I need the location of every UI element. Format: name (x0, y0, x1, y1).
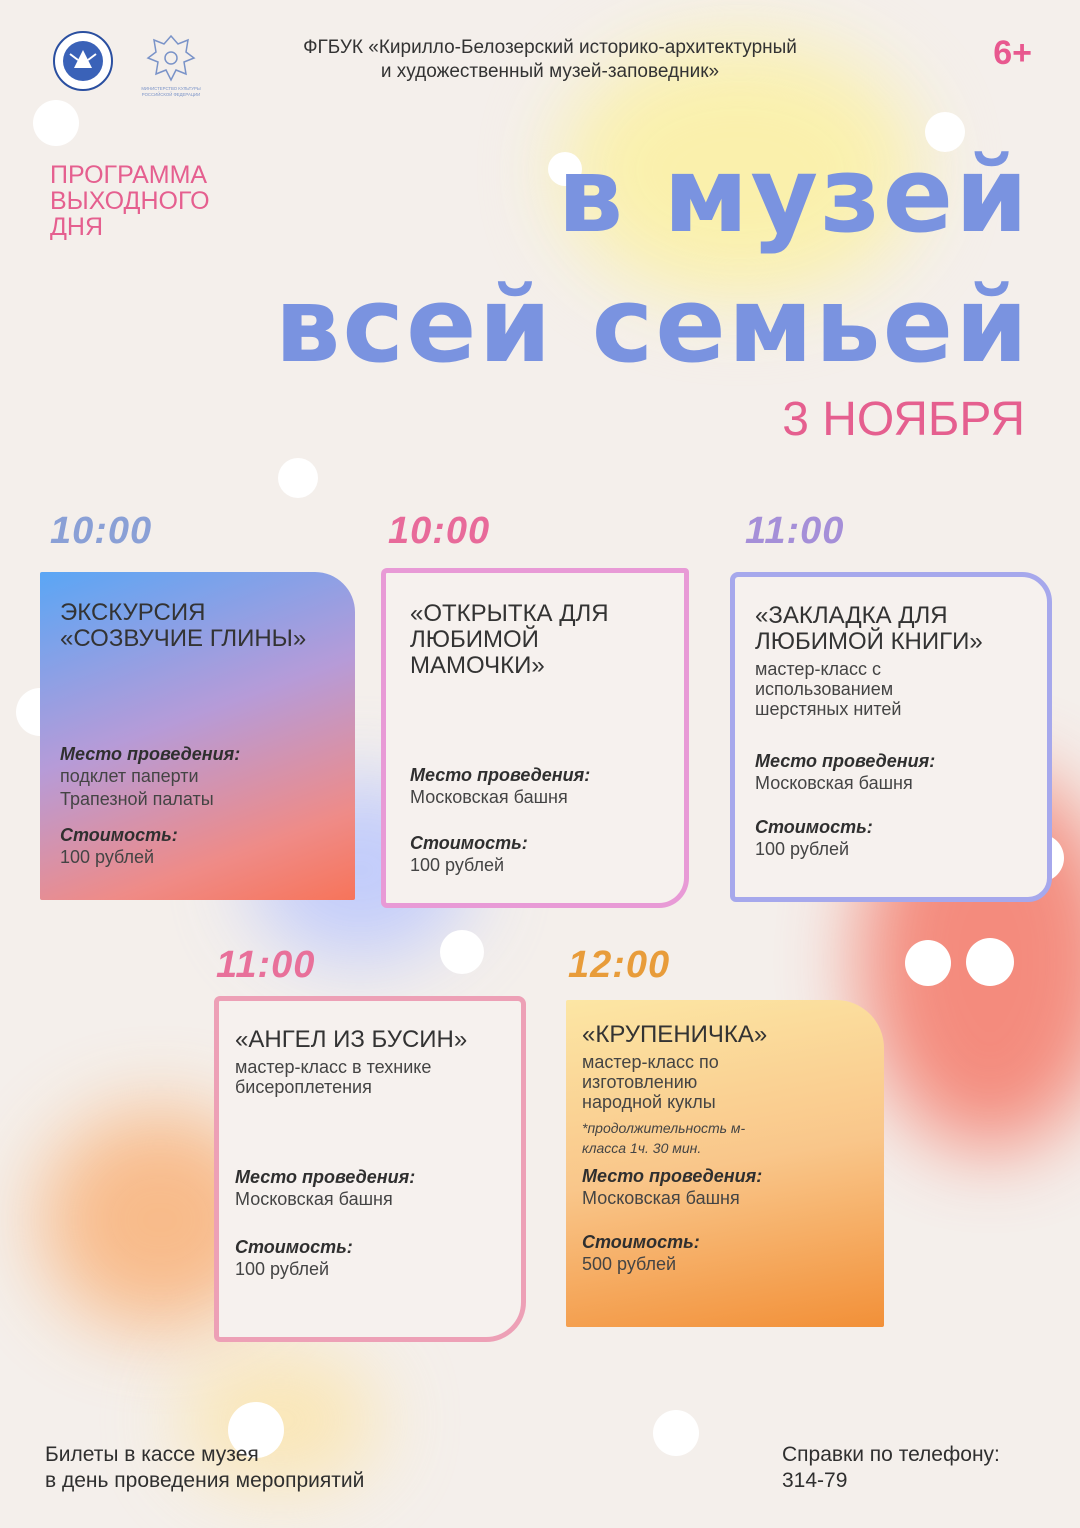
tickets-line-1: Билеты в кассе музея (45, 1443, 259, 1466)
event-place: Московская башня (235, 1189, 393, 1209)
event-time: 12:00 (568, 944, 671, 986)
place-label: Место проведения: (582, 1166, 763, 1186)
decor-dot (440, 930, 484, 974)
place-label: Место проведения: (410, 765, 591, 785)
decor-dot (966, 938, 1014, 986)
event-place: Московская башня (410, 787, 568, 807)
price-label: Стоимость: (410, 833, 528, 853)
event-time: 10:00 (50, 510, 153, 552)
event-price: 100 рублей (235, 1259, 330, 1279)
event-time: 10:00 (388, 510, 491, 552)
main-title-line-1: в музей (557, 134, 1030, 256)
event-card (730, 572, 1052, 902)
event-card (381, 568, 689, 908)
main-title-line-2: всей семьей (274, 264, 1030, 386)
museum-logo-icon (52, 30, 114, 92)
place-label: Место проведения: (60, 744, 241, 764)
ministry-emblem-icon (136, 30, 206, 100)
price-label: Стоимость: (582, 1232, 700, 1252)
event-card (214, 996, 526, 1342)
phone-label: Справки по телефону: (782, 1443, 1000, 1466)
decor-dot (278, 458, 318, 498)
organization-name (270, 36, 830, 84)
event-card (40, 572, 355, 900)
event-title: ЭКСКУРСИЯ «СОЗВУЧИЕ ГЛИНЫ» (60, 599, 307, 652)
event-description: мастер-класс по изготовлению народной куклы (582, 1052, 719, 1112)
org-line-2: и художественный музей-заповедник» (380, 61, 720, 82)
logos (52, 30, 206, 100)
phone-info (782, 1442, 1000, 1494)
ministry-line-2: РОССИЙСКОЙ ФЕДЕРАЦИИ (141, 92, 201, 97)
event-price: 100 рублей (60, 847, 155, 867)
event-time: 11:00 (216, 944, 316, 986)
event-place: Московская башня (582, 1188, 740, 1208)
age-rating: 6+ (993, 34, 1032, 72)
program-line-1: ПРОГРАММА (50, 161, 208, 189)
tickets-info (45, 1442, 364, 1494)
price-label: Стоимость: (235, 1237, 353, 1257)
org-line-1: ФГБУК «Кирилло-Белозерский историко-архитектурный (303, 37, 797, 58)
event-description: мастер-класс с использованием шерстяных нитей (755, 659, 902, 719)
decor-dot (653, 1410, 699, 1456)
phone-number: 314-79 (782, 1469, 848, 1492)
event-price: 500 рублей (582, 1254, 677, 1274)
program-line-2: ВЫХОДНОГО (50, 187, 210, 215)
event-note: *продолжительность м-класса 1ч. 30 мин. (582, 1120, 746, 1156)
event-description: мастер-класс в технике бисероплетения (235, 1057, 432, 1097)
event-date: 3 НОЯБРЯ (782, 393, 1025, 446)
price-label: Стоимость: (755, 817, 873, 837)
tickets-line-2: в день проведения мероприятий (45, 1469, 365, 1492)
event-title: «КРУПЕНИЧКА» (582, 1021, 768, 1048)
event-price: 100 рублей (755, 839, 850, 859)
event-title: «АНГЕЛ ИЗ БУСИН» (235, 1026, 468, 1053)
place-label: Место проведения: (235, 1167, 416, 1187)
ministry-line-1: МИНИСТЕРСТВО КУЛЬТУРЫ (141, 86, 201, 91)
event-price: 100 рублей (410, 855, 505, 875)
event-time: 11:00 (745, 510, 845, 552)
place-label: Место проведения: (755, 751, 936, 771)
program-line-3: ДНЯ (50, 213, 104, 241)
event-title: «ЗАКЛАДКА ДЛЯ ЛЮБИМОЙ КНИГИ» (755, 602, 983, 655)
decor-dot (905, 940, 951, 986)
price-label: Стоимость: (60, 825, 178, 845)
event-place: подклет паперти Трапезной палаты (60, 766, 214, 809)
event-card (566, 1000, 884, 1327)
event-title: «ОТКРЫТКА ДЛЯ ЛЮБИМОЙ МАМОЧКИ» (410, 600, 609, 679)
event-place: Московская башня (755, 773, 913, 793)
